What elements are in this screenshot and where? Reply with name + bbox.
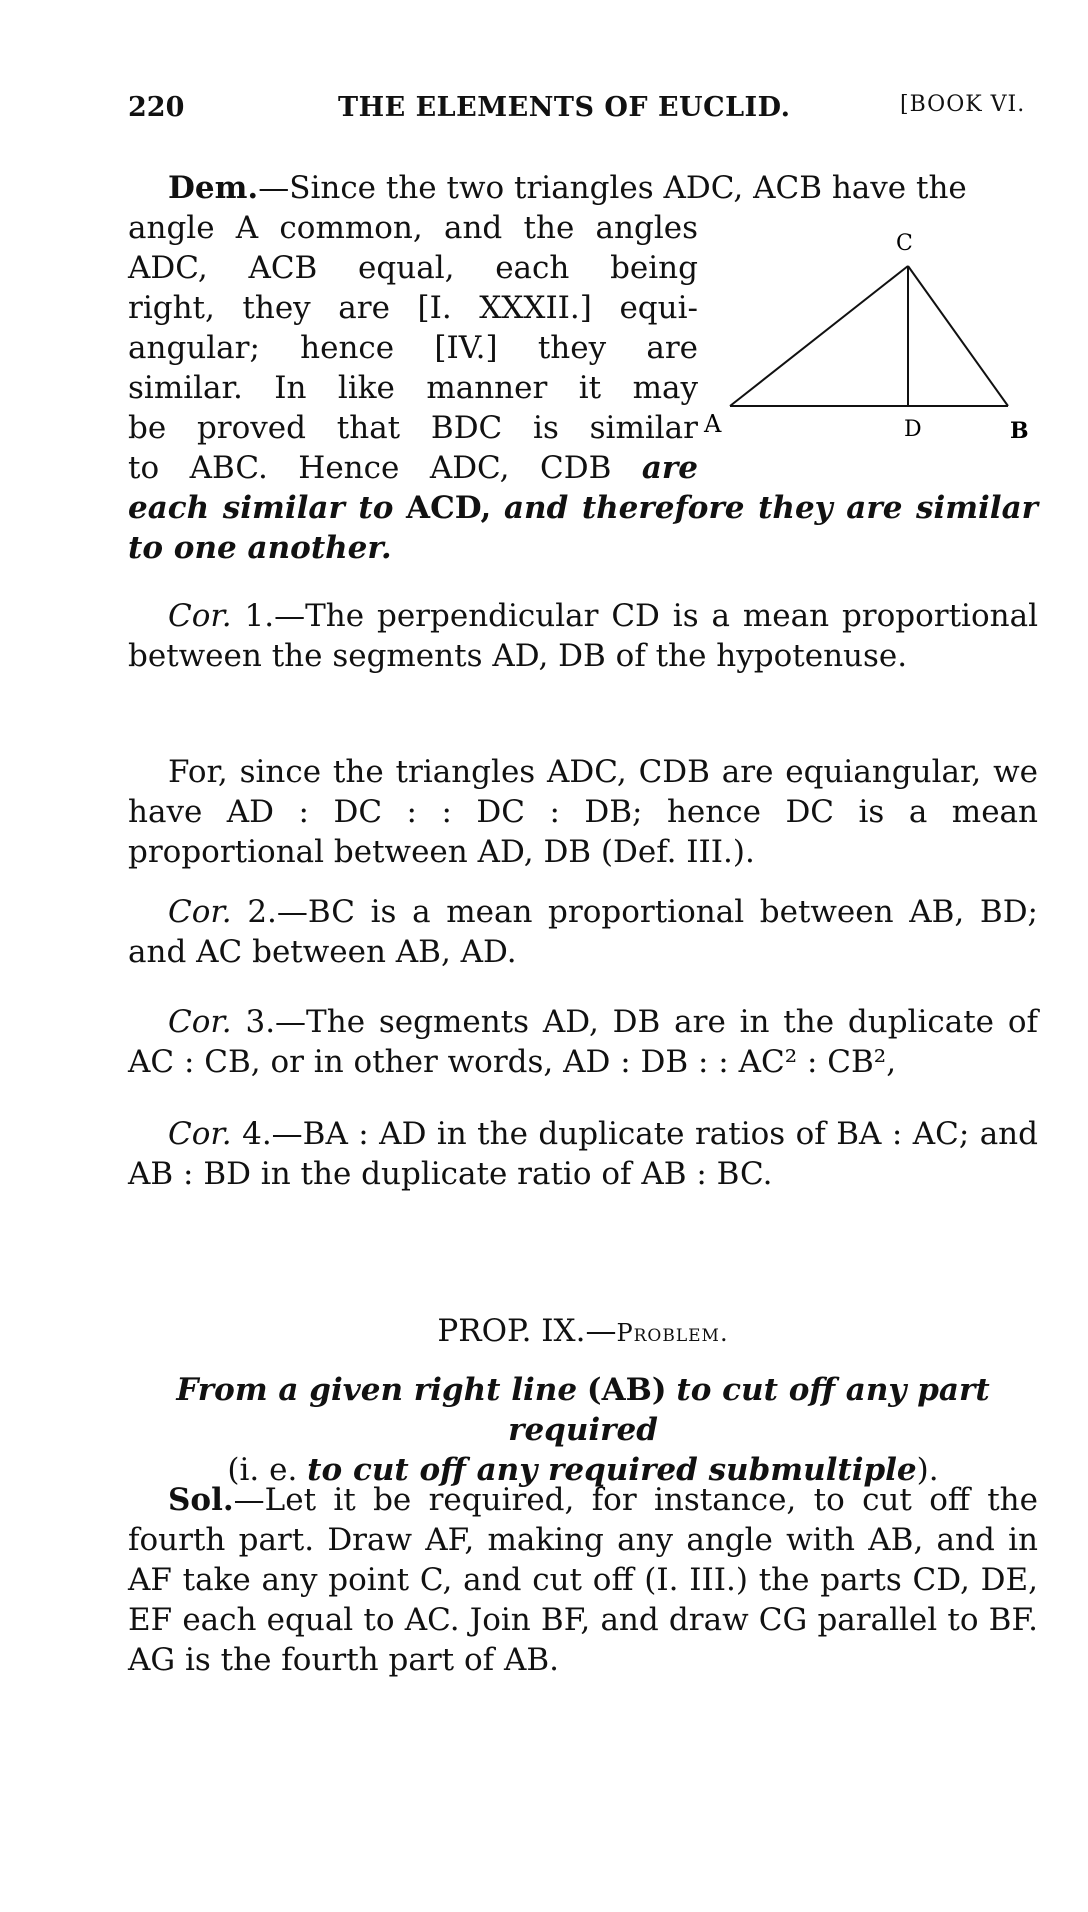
dem-line-7: be proved that BDC is similar	[128, 410, 698, 446]
dem-line-5: angular; hence [IV.] they are	[128, 330, 698, 366]
for-text: For, since the triangles ADC, CDB are equiangular, we have AD : DC : : DC : DB; hence DC is a mean proportional between AD, DB (Def. III.).	[128, 754, 1038, 870]
side-ac	[730, 266, 908, 406]
sol-text: —Let it be required, for instance, to cut off the fourth part. Draw AF, making any angle with AB, and in AF take any point C, and cut off (I. III.) the parts CD, DE, EF each equal to AC. Join BF, and draw CG parallel to BF. AG is the fourth part of AB.	[128, 1482, 1038, 1678]
dem-label: Dem.	[168, 170, 259, 206]
prop-title: PROP. IX.—	[437, 1313, 617, 1349]
proposition-heading	[128, 1313, 1038, 1349]
cor2-text: 2.—BC is a mean proportional between AB, BD; and AC between AB, AD.	[128, 894, 1038, 970]
prop-kind: Problem.	[616, 1319, 729, 1347]
running-title: THE ELEMENTS OF EUCLID.	[338, 92, 791, 123]
dem-line-8: to ABC. Hence ADC, CDB are	[128, 450, 698, 486]
corollary-4	[128, 1114, 1038, 1194]
vertex-label-c: C	[896, 231, 913, 256]
dem-conclusion: each similar to ACD, and therefore they are similar to one another.	[128, 490, 1038, 566]
cor1-text: 1.—The perpendicular CD is a mean proportional between the segments AD, DB of the hypotenuse.	[128, 598, 1038, 674]
solution-paragraph	[128, 1480, 1038, 1680]
vertex-label-a: A	[704, 410, 722, 438]
cor3-text: 3.—The segments AD, DB are in the duplicate of AC : CB, or in other words, AD : DB : : AC² : CB²,	[128, 1004, 1038, 1080]
page-number: 220	[128, 92, 185, 123]
dem-line-6: similar. In like manner it may	[128, 370, 698, 406]
sol-label: Sol.	[168, 1482, 234, 1518]
dem-line-3: ADC, ACB equal, each being	[128, 250, 698, 286]
vertex-label-d: D	[904, 417, 922, 442]
cor3-label: Cor.	[168, 1004, 232, 1040]
cor1-label: Cor.	[168, 598, 232, 634]
cor2-label: Cor.	[168, 894, 232, 930]
dem-line-2: angle A common, and the angles	[128, 210, 698, 246]
book-label: [BOOK VI.	[900, 92, 1026, 117]
cor4-label: Cor.	[168, 1116, 232, 1152]
running-header	[128, 92, 1048, 132]
triangle-diagram	[704, 226, 1029, 446]
vertex-label-b: B	[1010, 418, 1029, 444]
corollary-1	[128, 596, 1038, 676]
dem-line-4: right, they are [I. XXXII.] equi-	[128, 290, 698, 326]
triangle-figure	[704, 226, 1029, 446]
for-paragraph	[128, 752, 1038, 872]
cor4-text: 4.—BA : AD in the duplicate ratios of BA : AC; and AB : BD in the duplicate ratio of AB : BC.	[128, 1116, 1038, 1192]
corollary-3	[128, 1002, 1038, 1082]
dem-line-1: Dem.—Since the two triangles ADC, ACB have the	[168, 170, 967, 206]
enunciation: From a given right line (AB) to cut off any part required (i. e. to cut off any required submultiple).	[176, 1372, 990, 1488]
corollary-2	[128, 892, 1038, 972]
side-cb	[908, 266, 1008, 406]
